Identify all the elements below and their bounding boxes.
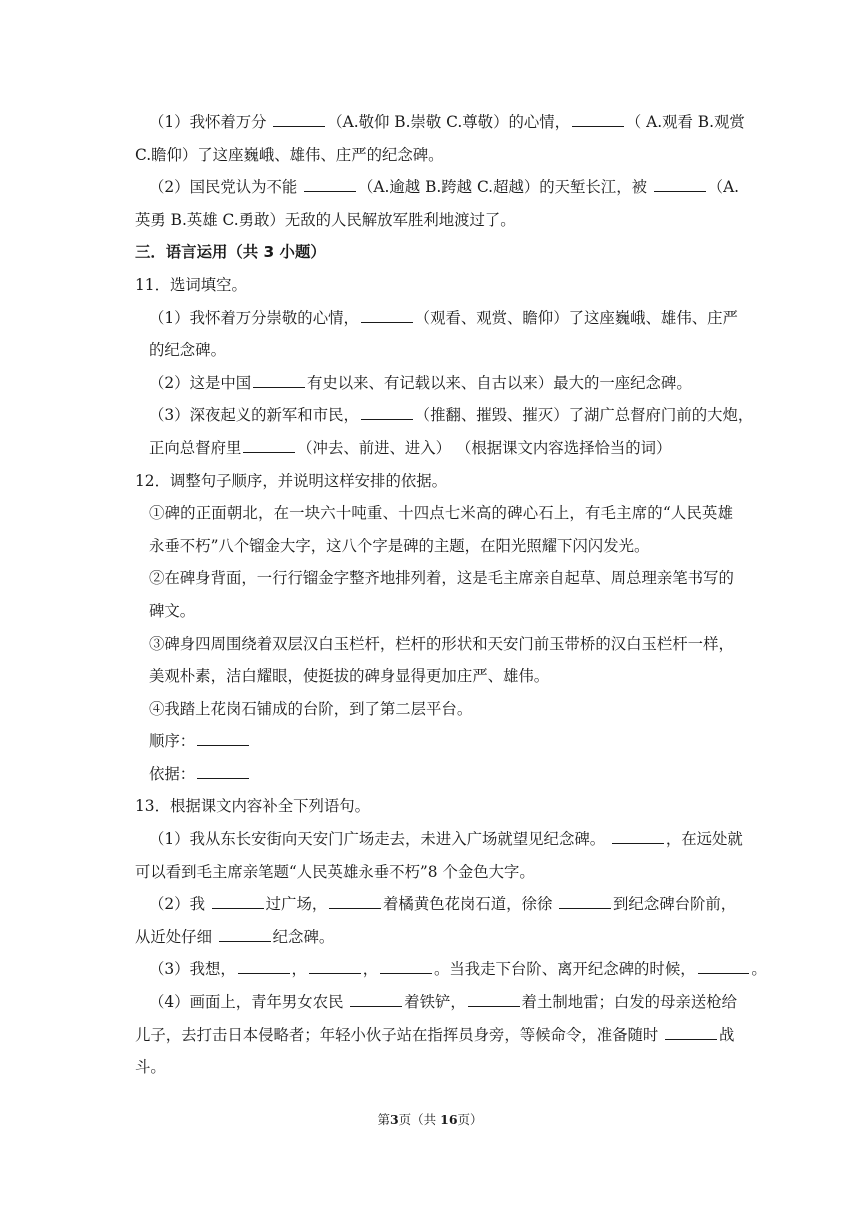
line-text: 依据：: [149, 764, 196, 783]
answer-blank[interactable]: [572, 125, 624, 127]
line-text: C.瞻仰）了这座巍峨、雄伟、庄严的纪念碑。: [135, 145, 444, 164]
answer-blank[interactable]: [665, 1038, 717, 1040]
line-text: ②在碑身背面，一行行镏金字整齐地排列着，这是毛主席亲自起草、周总理亲笔书写的: [149, 569, 734, 588]
line-text: （冲去、前进、进入） （根据课文内容选择恰当的词）: [297, 438, 672, 457]
line-text: ④我踏上花岗石铺成的台阶，到了第二层平台。: [149, 699, 473, 718]
answer-blank[interactable]: [361, 321, 413, 323]
line-text: （2）我: [149, 895, 210, 914]
answer-blank[interactable]: [559, 907, 611, 909]
answer-blank[interactable]: [212, 907, 264, 909]
q10-1-line1: [135, 106, 745, 139]
answer-blank[interactable]: [304, 190, 356, 192]
line-text: （2）国民党认为不能: [149, 178, 303, 197]
line-text: （A.: [707, 178, 740, 197]
q12-s3-line2: [135, 660, 733, 693]
answer-blank[interactable]: [253, 386, 305, 388]
line-text: 正向总督府里: [149, 438, 242, 457]
answer-blank[interactable]: [654, 190, 706, 192]
q12-s2-line1: [135, 562, 733, 595]
answer-blank[interactable]: [197, 744, 249, 746]
q13-4-line3: [135, 1051, 733, 1084]
answer-blank[interactable]: [273, 125, 325, 127]
line-text: （3）我想，: [149, 960, 236, 979]
q11-2-line1: [135, 367, 733, 400]
line-text: ，: [362, 960, 379, 979]
line-text: 的纪念碑。: [149, 341, 226, 360]
line-text: （1）我怀着万分: [149, 113, 272, 131]
answer-blank[interactable]: [238, 972, 290, 974]
line-text: 到纪念碑台阶前，: [613, 895, 737, 914]
line-text: 儿子，去打击日本侵略者；年轻小伙子站在指挥员身旁，等候命令，准备随时: [135, 1025, 664, 1044]
line-text: ，: [291, 960, 307, 979]
answer-blank[interactable]: [612, 842, 664, 844]
answer-blank[interactable]: [243, 451, 295, 453]
line-text: 着橘黄色花岗石道，徐徐: [383, 895, 558, 914]
q12-s1-line2: [135, 530, 733, 563]
q13-2-line2: [135, 921, 733, 954]
footer-prefix: 第: [377, 1112, 390, 1127]
q13-2-line1: [135, 888, 737, 921]
answer-blank[interactable]: [361, 418, 413, 420]
footer-page-number: 3: [389, 1112, 399, 1127]
q11-3-line2: [135, 432, 733, 465]
q13-title: [135, 790, 733, 823]
q12-s4-line1: [135, 693, 733, 726]
q12-s2-line2: [135, 595, 733, 628]
line-text: 从近处仔细: [135, 927, 217, 946]
line-text: 美观朴素，洁白耀眼，使挺拔的碑身显得更加庄严、雄伟。: [149, 667, 550, 686]
q12-order: [135, 725, 733, 758]
line-text: 斗。: [135, 1058, 166, 1077]
line-text: ③碑身四周围绕着双层汉白玉栏杆，栏杆的形状和天安门前玉带桥的汉白玉栏杆一样，: [149, 634, 734, 653]
section-3-heading: [135, 236, 733, 269]
q11-1-line2: [135, 334, 733, 367]
q12-title: [135, 465, 733, 498]
line-text: 12．调整句子顺序，并说明这样安排的依据。: [135, 471, 448, 490]
line-text: 着铁铲，: [404, 993, 466, 1012]
q10-2-line1: [135, 171, 740, 204]
answer-blank[interactable]: [698, 972, 750, 974]
line-text: 碑文。: [149, 601, 196, 620]
line-text: （推翻、摧毁、摧灭）了湖广总督府门前的大炮，: [414, 406, 754, 425]
q13-1-line1: [135, 823, 743, 856]
answer-blank[interactable]: [197, 777, 249, 779]
line-text: 有史以来、有记载以来、自古以来）最大的一座纪念碑。: [306, 373, 692, 392]
line-text: （ A.观看 B.观赏: [625, 113, 745, 131]
page-footer: [0, 1112, 860, 1128]
q11-title: [135, 269, 733, 302]
line-text: ①碑的正面朝北，在一块六十吨重、十四点七米高的碑心石上，有毛主席的“人民英雄: [149, 504, 733, 523]
line-text: （A.敬仰 B.崇敬 C.尊敬）的心情，: [327, 113, 571, 131]
line-text: 过广场，: [265, 895, 328, 914]
q13-4-line2: [135, 1019, 733, 1052]
answer-blank[interactable]: [309, 972, 361, 974]
footer-total-pages: 16: [440, 1112, 458, 1127]
line-text: 三．语言运用（共 3 小题）: [135, 243, 326, 262]
line-text: 顺序：: [149, 732, 196, 751]
line-text: （2）这是中国: [149, 373, 252, 392]
q12-s3-line1: [135, 628, 733, 661]
q10-2-line2: [135, 204, 733, 237]
q10-1-line2: [135, 139, 733, 172]
q11-3-line1: [135, 399, 754, 432]
answer-blank[interactable]: [219, 940, 271, 942]
line-text: （观看、观赏、瞻仰）了这座巍峨、雄伟、庄严: [414, 308, 738, 327]
q13-1-line2: [135, 856, 733, 889]
line-text: 13．根据课文内容补全下列语句。: [135, 797, 371, 816]
line-text: （1）我从东长安街向天安门广场走去，未进入广场就望见纪念碑。: [149, 830, 611, 849]
line-text: 11．选词填空。: [135, 275, 247, 294]
footer-suffix: 页）: [457, 1112, 483, 1127]
line-text: 纪念碑。: [272, 927, 335, 946]
line-text: ，在远处就: [665, 830, 743, 849]
line-text: 。: [751, 960, 767, 979]
line-text: 着土制地雷；白发的母亲送枪给: [521, 993, 738, 1012]
q12-s1-line1: [135, 497, 733, 530]
line-text: 永垂不朽”八个镏金大字，这八个字是碑的主题，在阳光照耀下闪闪发光。: [149, 536, 650, 555]
answer-blank[interactable]: [380, 972, 432, 974]
footer-middle: 页（共: [398, 1112, 441, 1127]
line-text: 可以看到毛主席亲笔题“人民英雄永垂不朽”8 个金色大字。: [135, 862, 535, 881]
q13-4-line1: [135, 986, 738, 1019]
line-text: 。当我走下台阶、离开纪念碑的时候，: [433, 960, 696, 979]
line-text: 战: [718, 1025, 735, 1044]
answer-blank[interactable]: [329, 907, 381, 909]
answer-blank[interactable]: [350, 1005, 402, 1007]
q13-3-line1: [135, 953, 767, 986]
line-text: （3）深夜起义的新军和市民，: [149, 406, 359, 425]
q12-basis: [135, 758, 733, 791]
q11-1-line1: [135, 302, 738, 335]
line-text: （1）我怀着万分崇敬的心情，: [149, 308, 359, 327]
line-text: （A.逾越 B.跨越 C.超越）的天堑长江，被: [358, 178, 652, 197]
line-text: 英勇 B.英雄 C.勇敢）无敌的人民解放军胜利地渡过了。: [135, 210, 516, 229]
page-content: [135, 106, 767, 1084]
line-text: （4）画面上，青年男女农民: [149, 993, 349, 1012]
answer-blank[interactable]: [468, 1005, 520, 1007]
